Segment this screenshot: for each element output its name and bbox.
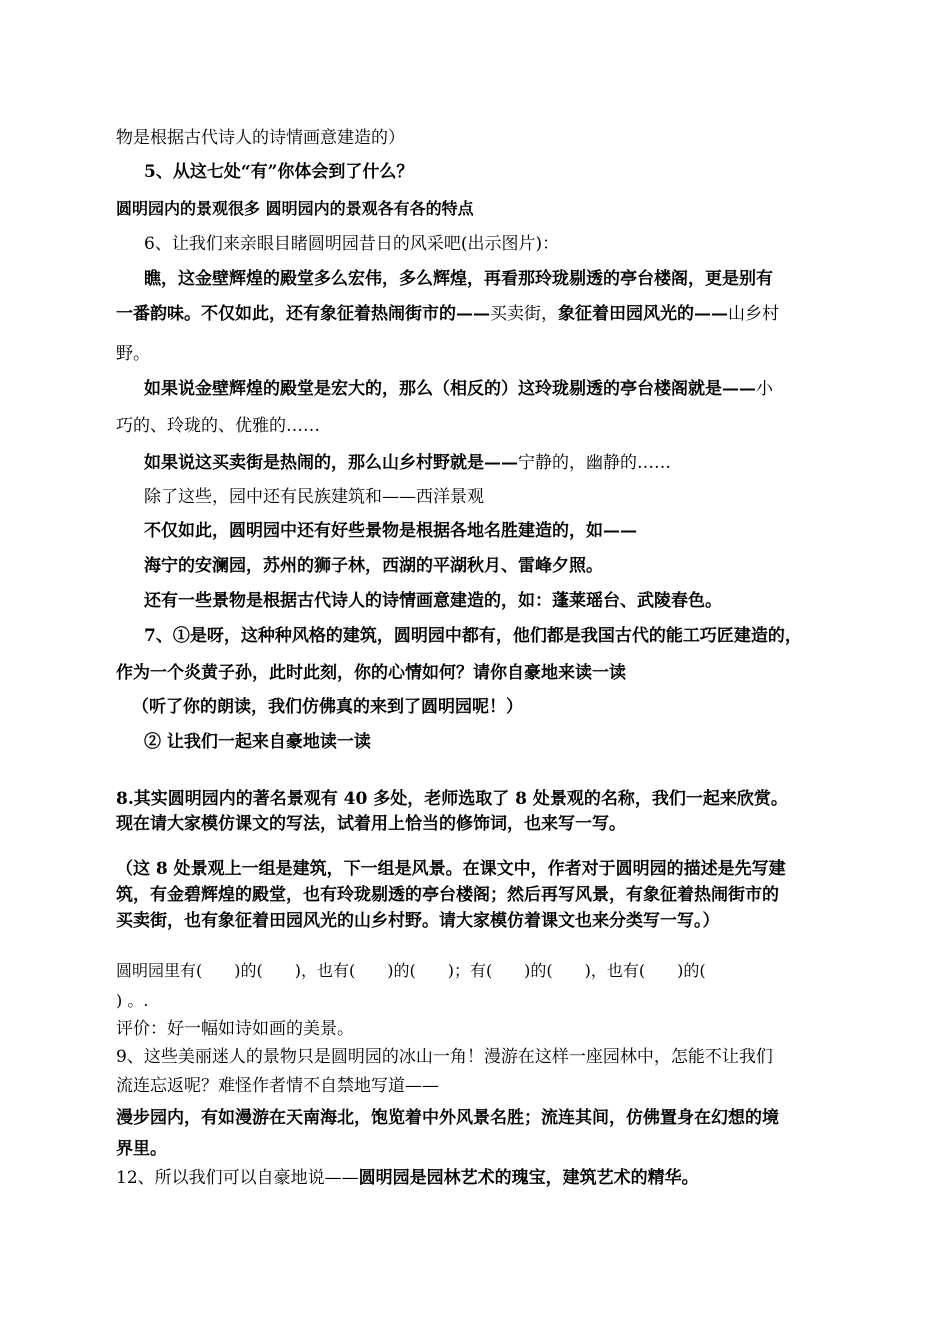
- text-line: 买卖街，也有象征着田园风光的山乡村野。请大家模仿着课文也来分类写一写。）: [116, 911, 720, 931]
- question-8: 8.其实圆明园内的著名景观有 40 多处，老师选取了 8 处景观的名称，我们一起来欣赏。: [116, 789, 788, 809]
- text-line: [144, 378, 773, 400]
- text-line: [116, 303, 779, 325]
- question-6: 6、让我们来亲眼目睹圆明园昔日的风采吧(出示图片)：: [144, 234, 560, 254]
- question-5: 5、从这七处“有”你体会到了什么？: [144, 162, 414, 182]
- text-span: 买卖街，: [490, 304, 558, 324]
- text-span: 象征着田园风光的——: [558, 304, 728, 324]
- text-line: 除了这些，园中还有民族建筑和——西洋景观: [144, 487, 484, 507]
- quote-line: 界里。: [116, 1139, 167, 1159]
- text-line: 作为一个炎黄子孙，此时此刻，你的心情如何？请你自豪地来读一读: [116, 663, 626, 683]
- text-line: （听了你的朗读，我们仿佛真的来到了圆明园呢！）: [132, 697, 523, 717]
- text-line: 流连忘返呢？难怪作者情不自禁地写道——: [116, 1076, 439, 1096]
- text-span: 小: [756, 379, 773, 399]
- text-span: 如果说金壁辉煌的殿堂是宏大的，那么（相反的）这玲珑剔透的亭台楼阁就是——: [144, 379, 756, 399]
- text-line: [144, 452, 671, 474]
- text-line: 巧的、玲珑的、优雅的……: [116, 416, 320, 436]
- text-span: 如果说这买卖街是热闹的，那么山乡村野就是——: [144, 453, 518, 473]
- text-line: 不仅如此，圆明园中还有好些景物是根据各地名胜建造的，如——: [144, 521, 637, 541]
- text-span: 宁静的，幽静的……: [518, 453, 671, 473]
- answer-5: 圆明园内的景观很多 圆明园内的景观各有各的特点: [116, 199, 474, 218]
- quote-line: 漫步园内，有如漫游在天南海北，饱览着中外风景名胜；流连其间，仿佛置身在幻想的境: [116, 1108, 779, 1128]
- text-line: 野。: [116, 344, 150, 364]
- text-line: （这 8 处景观上一组是建筑，下一组是风景。在课文中，作者对于圆明园的描述是先写建: [116, 859, 786, 879]
- text-line: 海宁的安澜园，苏州的狮子林，西湖的平湖秋月、雷峰夕照。: [144, 556, 603, 576]
- question-9: 9、这些美丽迷人的景物只是圆明园的冰山一角！漫游在这样一座园林中，怎能不让我们: [116, 1047, 773, 1067]
- text-line: ② 让我们一起来自豪地读一读: [144, 732, 371, 752]
- text-line: 还有一些景物是根据古代诗人的诗情画意建造的，如：蓬莱瑶台、武陵春色。: [144, 591, 722, 611]
- text-span: 一番韵味。不仅如此，还有象征着热闹街市的——: [116, 304, 490, 324]
- question-12: [116, 1167, 699, 1189]
- question-7: 7、①是呀，这种种风格的建筑，圆明园中都有，他们都是我国古代的能工巧匠建造的，: [144, 626, 802, 646]
- text-span: 山乡村: [728, 304, 779, 324]
- text-line: 物是根据古代诗人的诗情画意建造的）: [116, 128, 405, 148]
- text-line: 筑，有金碧辉煌的殿堂，也有玲珑剔透的亭台楼阁；然后再写风景，有象征着热闹街市的: [116, 885, 779, 905]
- text-line: 瞧，这金壁辉煌的殿堂多么宏伟，多么辉煌，再看那玲珑剔透的亭台楼阁，更是别有: [144, 269, 773, 289]
- text-span: 12、所以我们可以自豪地说——: [116, 1168, 359, 1188]
- text-span: 圆明园是园林艺术的瑰宝，建筑艺术的精华。: [358, 1168, 699, 1188]
- text-line: 现在请大家模仿课文的写法，试着用上恰当的修饰词，也来写一写。: [116, 814, 626, 834]
- fill-in-blank-line: ) 。.: [116, 991, 149, 1010]
- evaluation: 评价：好一幅如诗如画的美景。: [116, 1019, 354, 1039]
- fill-in-blank-line: 圆明园里有( )的( )，也有( )的( )；有( )的( )，也有( )的(: [116, 961, 706, 980]
